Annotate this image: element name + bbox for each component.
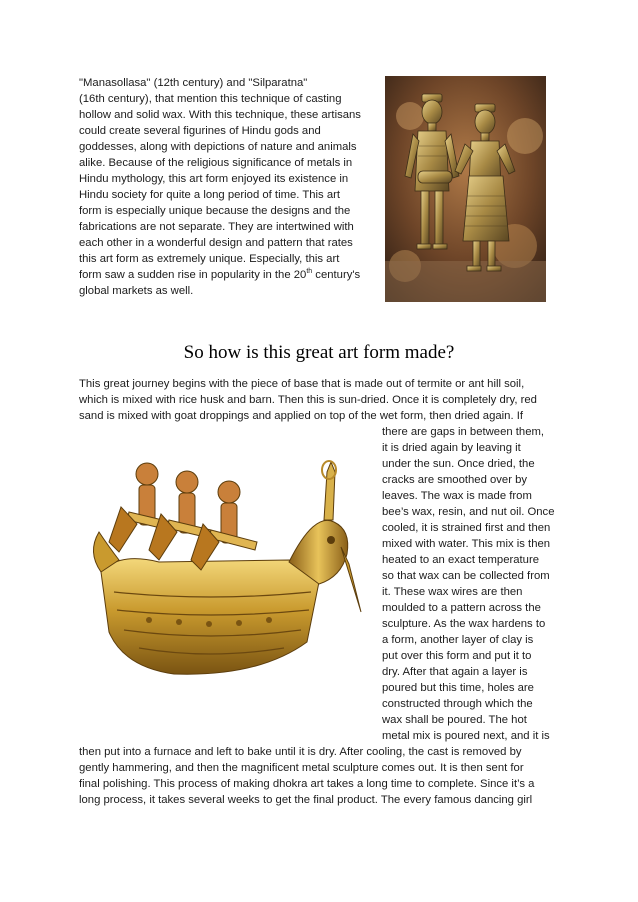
text-line: This great journey begins with the piece of base that is made out of termite or ant hill soil, bbox=[79, 378, 525, 390]
text-line: (16th century), that mention this technique of casting bbox=[79, 93, 342, 105]
text-line: bee’s wax, resin, and nut oil. Once bbox=[382, 506, 555, 518]
text-line: metal mix is poured next, and it is bbox=[382, 730, 550, 742]
text-line: each other in a wonderful design and pattern that rates bbox=[79, 237, 353, 249]
text-line: long process, it takes several weeks to get the final product. The every famous dancing girl bbox=[79, 794, 533, 806]
text-line: global markets as well. bbox=[79, 285, 194, 297]
text-line: moulded to a pattern across the bbox=[382, 602, 541, 614]
text-line: form is especially unique because the designs and the bbox=[79, 205, 351, 217]
text-line: cracks are smoothed over by bbox=[382, 474, 528, 486]
text-line: under the sun. Once dried, the bbox=[382, 458, 535, 470]
text-line: constructed through which the bbox=[382, 698, 533, 710]
text-line: it is dried again by leaving it bbox=[382, 442, 521, 454]
text-line: dry. After that again a layer is bbox=[382, 666, 528, 678]
section-heading: So how is this great art form made? bbox=[183, 342, 455, 363]
superscript: th bbox=[306, 268, 313, 276]
text-span: century's bbox=[312, 269, 361, 281]
dhokra-boat-photo bbox=[79, 452, 375, 684]
text-line: so that wax can be collected from bbox=[382, 570, 550, 582]
text-line: gently hammering, and then the magnificent metal sculpture comes out. It is then sent for bbox=[79, 762, 524, 774]
text-line: Hindu society for quite a long period of time. This art bbox=[79, 189, 341, 201]
text-line: hollow and solid wax. With this technique, these artisans bbox=[79, 109, 361, 121]
text-line: wax shall be poured. The hot bbox=[382, 714, 527, 726]
text-line: there are gaps in between them, bbox=[382, 426, 545, 438]
text-line: poured but this time, holes are bbox=[382, 682, 534, 694]
text-line bbox=[79, 268, 360, 283]
text-line: it. These wax wires are then bbox=[382, 586, 523, 598]
text-line: goddesses, along with depictions of nature and animals bbox=[79, 141, 357, 153]
text-line: heated to an exact temperature bbox=[382, 554, 540, 566]
text-line: sculpture. As the wax hardens to bbox=[382, 618, 546, 630]
text-line: this art form as extremely unique. Especially, this art bbox=[79, 253, 340, 265]
text-line: alike. Because of the religious significance of metals in bbox=[79, 157, 353, 169]
text-line: sand is mixed with goat droppings and applied on top of the wet form, then dried again. If bbox=[79, 410, 523, 422]
text-line: "Manasollasa" (12th century) and "Silparatna" bbox=[79, 77, 308, 89]
text-line: which is mixed with rice husk and barn. Then this is sun-dried. Once it is completely dry, red bbox=[79, 394, 537, 406]
text-line: final polishing. This process of making dhokra art takes a long time to complete. Since it’s a bbox=[79, 778, 535, 790]
text-line: could create several figurines of Hindu gods and bbox=[79, 125, 321, 137]
dhokra-couple-photo bbox=[385, 76, 546, 302]
text-line: then put into a furnace and left to bake until it is dry. After cooling, the cast is removed by bbox=[79, 746, 522, 758]
text-line: cooled, it is strained first and then bbox=[382, 522, 551, 534]
text-span: form saw a sudden rise in popularity in the 20 bbox=[79, 269, 307, 281]
text-line: put over this form and put it to bbox=[382, 650, 532, 662]
text-line: Hindu mythology, this art form enjoyed its existence in bbox=[79, 173, 349, 185]
text-line: fabrications are not separate. They are intertwined with bbox=[79, 221, 354, 233]
text-line: a form, another layer of clay is bbox=[382, 634, 534, 646]
text-line: leaves. The wax is made from bbox=[382, 490, 532, 502]
text-line: mixed with water. This mix is then bbox=[382, 538, 551, 550]
